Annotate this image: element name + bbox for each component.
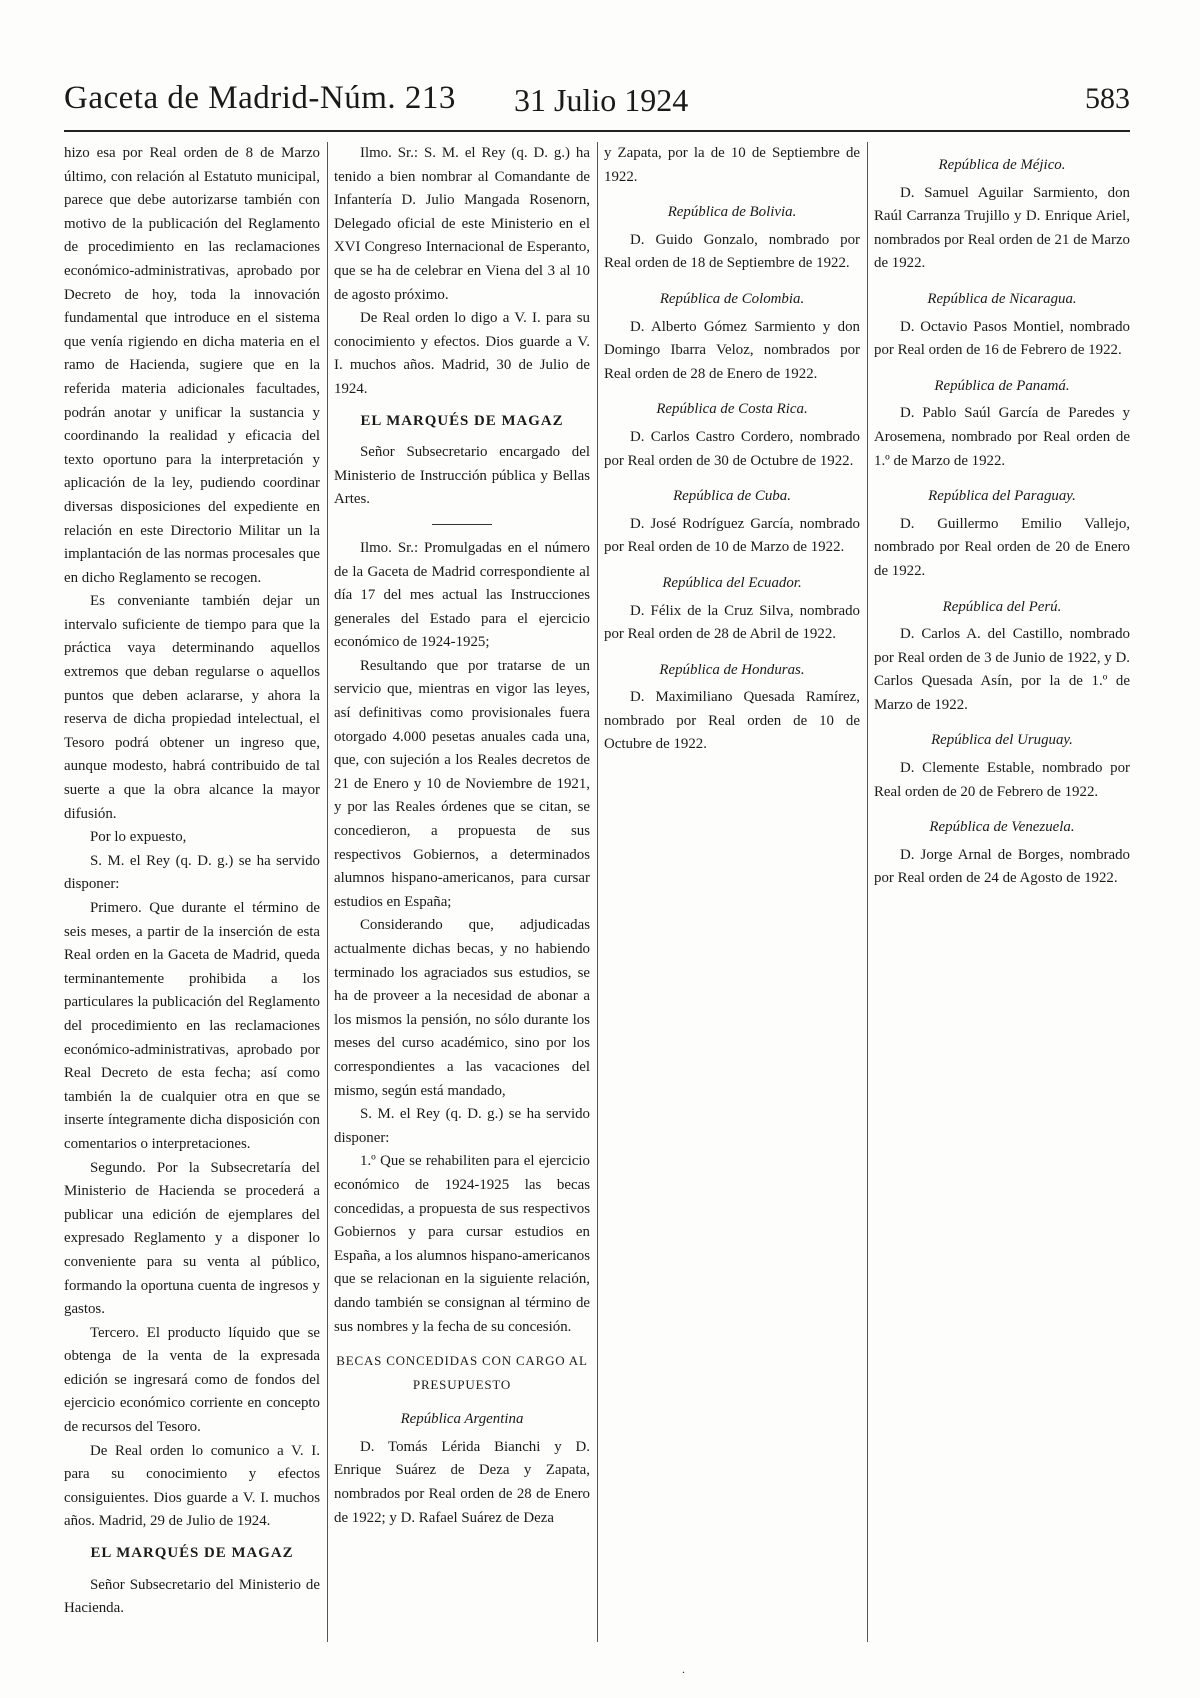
scholarship-entry: D. Pablo Saúl García de Paredes y Arosemena, nombrado por Real orden de 1.º de Marzo de 1922. [874, 405, 1130, 469]
country-heading: República de Honduras. [659, 661, 805, 678]
paragraph: Ilmo. Sr.: S. M. el Rey (q. D. g.) ha tenido a bien nombrar al Comandante de Infantería D. Julio Mangada Rosenorn, Delegado oficial de este Ministerio en el XVI Congreso Internacional de Esperanto, que se ha de celebrar en Viena del 3 al 10 de agosto próximo. [334, 145, 590, 303]
column-2 [334, 142, 590, 1530]
scholarship-entry: D. Samuel Aguilar Sarmiento, don Raúl Carranza Trujillo y D. Enrique Ariel, nombrados por Real orden de 21 de Marzo de 1922. [874, 184, 1130, 272]
scholarship-entry: D. Guillermo Emilio Vallejo, nombrado por Real orden de 20 de Enero de 1922. [874, 515, 1130, 579]
addressee: Señor Subsecretario del Ministerio de Hacienda. [64, 1576, 320, 1617]
column-rule [597, 142, 598, 1642]
scholarship-entry: D. Alberto Gómez Sarmiento y don Domingo Ibarra Veloz, nombrados por Real orden de 28 de Enero de 1922. [604, 318, 860, 382]
paragraph: y Zapata, por la de 10 de Septiembre de 1922. [604, 145, 860, 185]
column-rule [867, 142, 868, 1642]
column-4 [874, 142, 1130, 891]
paragraph: Por lo expuesto, [90, 829, 187, 846]
paragraph: Primero. Que durante el término de seis meses, a partir de la inserción de esta Real orden en la Gaceta de Madrid, queda terminantemente prohibida a los particulares la publicación del Reglamento del procedimiento en las reclamaciones económico-administrativas, aprobado por Real Decreto de esta fecha; así como también la de cualquier otra en que se inserte íntegramente dicha disposición con comentarios o interpretaciones. [64, 900, 320, 1152]
paragraph: Tercero. El producto líquido que se obtenga de la venta de la expresada edición se ingresará como de fondos del ejercicio económico corriente en concepto de recursos del Tesoro. [64, 1324, 320, 1436]
country-heading: República de Venezuela. [929, 819, 1075, 836]
paragraph: S. M. el Rey (q. D. g.) se ha servido disponer: [64, 852, 320, 893]
paragraph: Resultando que por tratarse de un servicio que, mientras en vigor las leyes, así definitivas como provisionales fuera otorgado 4.000 pesetas anuales cada una, que, con sujeción a los Reales decretos de 21 de Enero y 10 de Noviembre de 1921, y por las Reales órdenes que se citan, se concedieron, a propuesta de sus respectivos Gobiernos, a determinados alumnos hispano-americanos, para cursar estudios en España; [334, 657, 590, 910]
paragraph: Segundo. Por la Subsecretaría del Ministerio de Hacienda se procederá a publicar una edición de ejemplares del expresado Reglamento y a disponer lo conveniente para su venta al público, formando la oportuna cuenta de ingresos y gastos. [64, 1159, 320, 1318]
scholarship-entry: D. Guido Gonzalo, nombrado por Real orden de 18 de Septiembre de 1922. [604, 231, 860, 272]
header-rule [64, 130, 1130, 132]
paragraph: De Real orden lo comunico a V. I. para su conocimiento y efectos consiguientes. Dios guarde a V. I. muchos años. Madrid, 29 de Julio de 1924. [64, 1442, 320, 1530]
column-rule [327, 142, 328, 1642]
country-heading: República del Uruguay. [931, 732, 1073, 749]
page-body [64, 142, 1130, 1662]
signature: EL MARQUÉS DE MAGAZ [360, 412, 564, 429]
scholarship-entry: D. Carlos Castro Cordero, nombrado por Real orden de 30 de Octubre de 1922. [604, 428, 860, 469]
country-heading: República del Ecuador. [662, 574, 802, 591]
scholarship-entry: D. Félix de la Cruz Silva, nombrado por Real orden de 28 de Abril de 1922. [604, 602, 860, 643]
paragraph: S. M. el Rey (q. D. g.) se ha servido disponer: [334, 1106, 590, 1146]
issue-date: 31 Julio 1924 [514, 82, 689, 118]
scholarship-entry: D. Maximiliano Quesada Ramírez, nombrado por Real orden de 10 de Octubre de 1922. [604, 689, 860, 753]
scholarship-entry: D. Octavio Pasos Montiel, nombrado por Real orden de 16 de Febrero de 1922. [874, 318, 1130, 359]
country-heading: República de Colombia. [659, 290, 805, 307]
paragraph: Es conveniante también dejar un intervalo suficiente de tiempo para que la práctica vaya determinando aquellos extremos que deban regularse o aquellos puntos que deben aclararse, y ahora la reserva de dicha propiedad intelectual, el Tesoro podrá obtener un ingreso que, aunque modesto, habrá contribuido de tal suerte a que la obra alcance la mayor difusión. [64, 593, 320, 822]
country-heading: República de Bolivia. [667, 204, 797, 221]
scholarship-list [604, 201, 860, 757]
country-heading: República de Costa Rica. [656, 401, 808, 418]
scholarship-entry: D. Clemente Estable, nombrado por Real orden de 20 de Febrero de 1922. [874, 760, 1130, 800]
country-heading: República de Panamá. [934, 377, 1070, 394]
publication-title: Gaceta de Madrid-Núm. 213 [64, 80, 456, 116]
scholarship-entry: D. Jorge Arnal de Borges, nombrado por Real orden de 24 de Agosto de 1922. [874, 846, 1130, 887]
paragraph: Considerando que, adjudicadas actualmente dichas becas, y no habiendo terminado los agraciados sus estudios, se ha de proveer a la necesidad de abonar a los mismos la pensión, no sólo durante los meses del curso académico, sino por los correspondientes a las vacaciones del mismo, según está mandado, [334, 917, 590, 1099]
section-separator [432, 524, 492, 525]
paragraph: De Real orden lo digo a V. I. para su conocimiento y efectos. Dios guarde a V. I. muchos años. Madrid, 30 de Julio de 1924. [334, 310, 590, 397]
country-heading: República de Méjico. [938, 157, 1066, 173]
column-1 [64, 142, 320, 1621]
paragraph: Ilmo. Sr.: Promulgadas en el número de la Gaceta de Madrid correspondiente al día 17 del mes actual las Instrucciones generales del Estado para el ejercicio económico de 1924-1925; [334, 539, 590, 651]
page-header [64, 78, 1130, 130]
country-heading: República del Paraguay. [928, 488, 1076, 505]
paragraph: 1.º Que se rehabiliten para el ejercicio económico de 1924-1925 las becas concedidas, a propuesta de sus respectivos Gobiernos y para cursar estudios en España, a los alumnos hispano-americanos que se relacionan en la siguiente relación, dando también se consignan al término de sus nombres y la fecha de su concesión. [334, 1153, 590, 1335]
paragraph: hizo esa por Real orden de 8 de Marzo último, con relación al Estatuto municipal, parece que debe autorizarse también con motivo de la publicación del Reglamento de procedimiento en las reclamaciones económico-administrativas, aprobado por Decreto de hoy, toda la innovación fundamental que introduce en el sistema que venía rigiendo en dicha materia en el ramo de Hacienda, sugiere que en la referida materia adicionales facultades, podrán anotar y unificar la sustancia y coordinando la realidad y eficacia del texto oportuno para la interpretación y aplicación de la ley, pudiendo coordinar diversas disposiciones del expediente en relación en este Directorio Militar un la implantación de las normas procesales que en dicho Reglamento se recogen. [64, 145, 320, 586]
country-heading: República de Cuba. [673, 488, 791, 505]
list-heading: BECAS CONCEDIDAS CON CARGO AL PRESUPUESTO [336, 1353, 588, 1392]
country-heading: República de Nicaragua. [927, 290, 1077, 307]
country-heading: República Argentina [400, 1411, 524, 1428]
scholarship-entry: D. José Rodríguez García, nombrado por Real orden de 10 de Marzo de 1922. [604, 515, 860, 556]
scholarship-entry: D. Carlos A. del Castillo, nombrado por Real orden de 3 de Junio de 1922, y D. Carlos Quesada Asín, por la de 1.º de Marzo de 1922. [874, 626, 1130, 713]
footer-mark: . [682, 1662, 685, 1676]
column-3 [604, 142, 860, 757]
country-heading: República del Perú. [942, 598, 1062, 615]
paragraph: D. Tomás Lérida Bianchi y D. Enrique Suárez de Deza y Zapata, nombrados por Real orden de 28 de Enero de 1922; y D. Rafael Suárez de Deza [334, 1438, 590, 1526]
page-number: 583 [1085, 82, 1130, 115]
addressee: Señor Subsecretario encargado del Ministerio de Instrucción pública y Bellas Artes. [334, 444, 590, 508]
signature: EL MARQUÉS DE MAGAZ [90, 1545, 294, 1562]
